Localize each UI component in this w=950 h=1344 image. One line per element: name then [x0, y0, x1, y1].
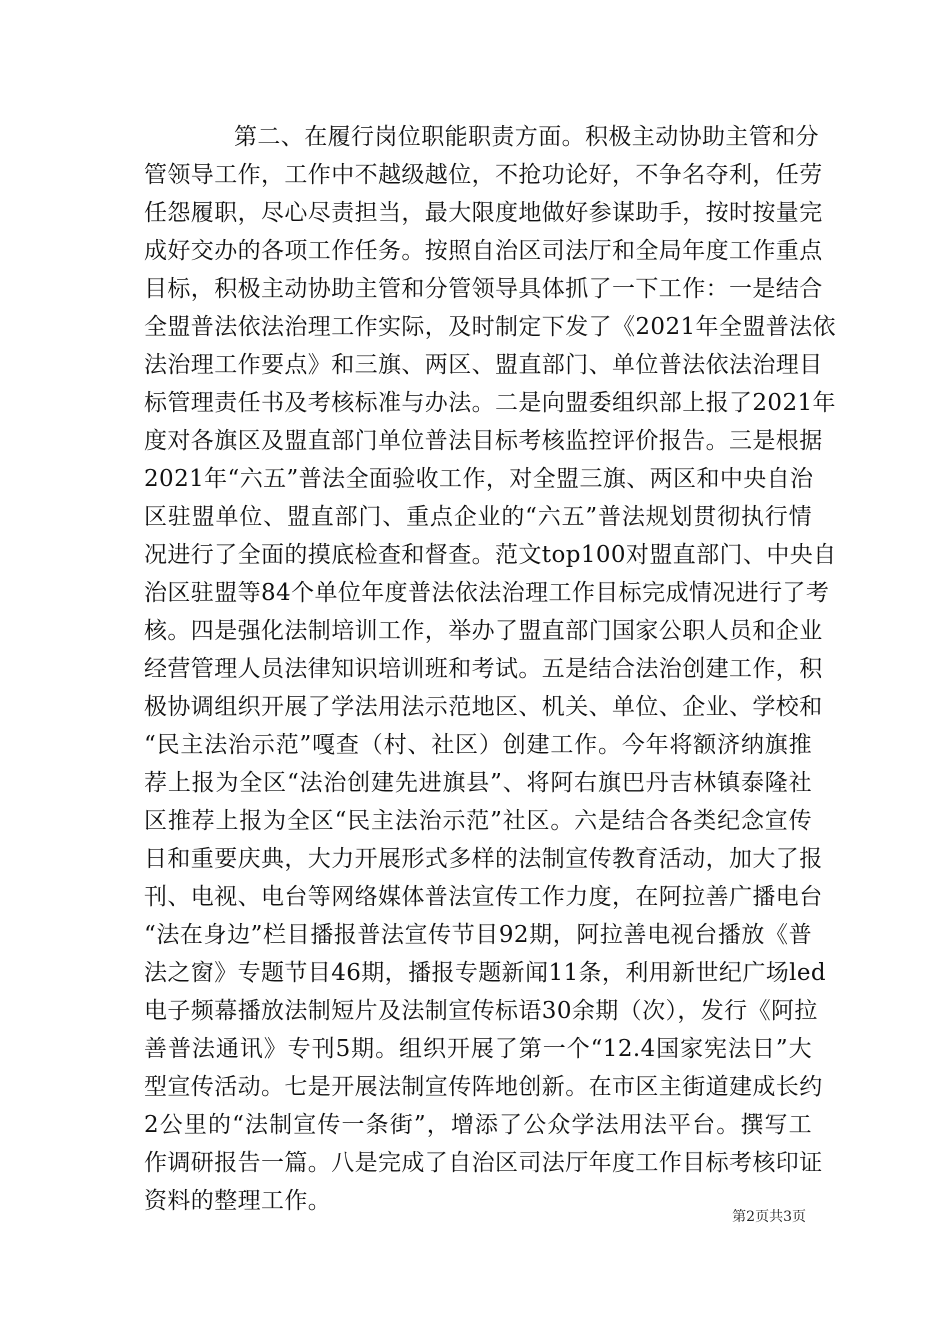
- paragraph-line: 管领导工作，工作中不越级越位，不抢功论好，不争名夺利，任劳: [144, 162, 823, 188]
- paragraph-line: 日和重要庆典，大力开展形式多样的法制宣传教育活动，加大了报: [144, 846, 823, 872]
- paragraph-line: 目标，积极主动协助主管和分管领导具体抓了一下工作：一是结合: [144, 276, 823, 302]
- paragraph-line: 度对各旗区及盟直部门单位普法目标考核监控评价报告。三是根据: [144, 428, 823, 454]
- paragraph-line: 荐上报为全区“法治创建先进旗县”、将阿右旗巴丹吉林镇泰隆社: [144, 770, 812, 796]
- paragraph-line: 成好交办的各项工作任务。按照自治区司法厅和全局年度工作重点: [144, 238, 823, 264]
- page-number-footer: 第2页共3页: [732, 1209, 806, 1225]
- paragraph-line: 电子频幕播放法制短片及法制宣传标语30余期（次），发行《阿拉: [144, 998, 818, 1024]
- paragraph-line: 2021年“六五”普法全面验收工作，对全盟三旗、两区和中央自治: [144, 466, 814, 492]
- paragraph-line: “民主法治示范”嘎查（村、社区）创建工作。今年将额济纳旗推: [144, 732, 812, 758]
- paragraph-line: 经营管理人员法律知识培训班和考试。五是结合法治创建工作，积: [144, 656, 823, 682]
- paragraph-line: 况进行了全面的摸底检查和督查。范文top100对盟直部门、中央自: [144, 542, 837, 568]
- paragraph-line: 极协调组织开展了学法用法示范地区、机关、单位、企业、学校和: [144, 694, 823, 720]
- paragraph-line: “法在身边”栏目播报普法宣传节目92期，阿拉善电视台播放《普: [144, 922, 812, 948]
- body-paragraph: [144, 118, 837, 1220]
- paragraph-line: 区推荐上报为全区“民主法治示范”社区。六是结合各类纪念宣传: [144, 808, 812, 834]
- paragraph-line: 任怨履职，尽心尽责担当，最大限度地做好参谋助手，按时按量完: [144, 200, 823, 226]
- paragraph-line: 全盟普法依法治理工作实际，及时制定下发了《2021年全盟普法依: [144, 314, 836, 340]
- paragraph-line: 第二、在履行岗位职能职责方面。积极主动协助主管和分: [234, 124, 819, 150]
- paragraph-line: 刊、电视、电台等网络媒体普法宣传工作力度，在阿拉善广播电台: [144, 884, 823, 910]
- paragraph-line: 法治理工作要点》和三旗、两区、盟直部门、单位普法依法治理目: [144, 352, 823, 378]
- paragraph-line: 型宣传活动。七是开展法制宣传阵地创新。在市区主街道建成长约: [144, 1074, 823, 1100]
- paragraph-line: 标管理责任书及考核标准与办法。二是向盟委组织部上报了2021年: [144, 390, 836, 416]
- paragraph-line: 善普法通讯》专刊5期。组织开展了第一个“12.4国家宪法日”大: [144, 1036, 812, 1062]
- paragraph-line: 资料的整理工作。: [144, 1188, 332, 1214]
- paragraph-line: 作调研报告一篇。八是完成了自治区司法厅年度工作目标考核印证: [144, 1150, 823, 1176]
- paragraph-line: 区驻盟单位、盟直部门、重点企业的“六五”普法规划贯彻执行情: [144, 504, 812, 530]
- paragraph-line: 治区驻盟等84个单位年度普法依法治理工作目标完成情况进行了考: [144, 580, 830, 606]
- paragraph-line: 2公里的“法制宣传一条街”，增添了公众学法用法平台。撰写工: [144, 1112, 812, 1138]
- paragraph-line: 核。四是强化法制培训工作，举办了盟直部门国家公职人员和企业: [144, 618, 823, 644]
- paragraph-line: 法之窗》专题节目46期，播报专题新闻11条，利用新世纪广场led: [144, 960, 827, 986]
